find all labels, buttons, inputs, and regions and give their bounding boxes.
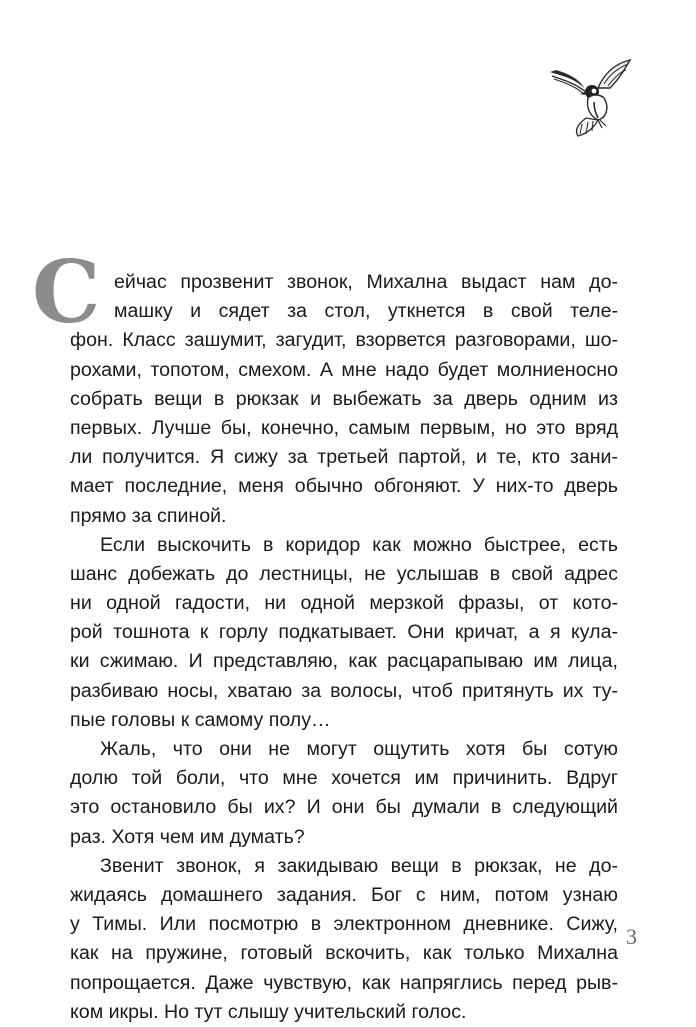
text-line: ейчас прозвенит звонок, Михална выдаст нам до- (114, 271, 618, 293)
text-line: Если выскочить в коридор как можно быстрее, есть (100, 533, 618, 556)
text-line: Звенит звонок, я закидываю вещи в рюкзак, не до- (100, 854, 618, 877)
text-line: ки сжимаю. И представляю, как расцарапываю им лица, (70, 650, 618, 673)
bird-icon (548, 58, 640, 138)
text-line: мает последние, меня обычно обгоняют. У них-то дверь (70, 475, 618, 498)
text-line: у Тимы. Или посмотрю в электронном дневнике. Сижу, (70, 913, 618, 936)
paragraph-2 (70, 531, 618, 735)
text-line: разбиваю носы, хватаю за волосы, чтоб притянуть их ту- (70, 679, 618, 702)
text-line: собрать вещи в рюкзак и выбежать за дверь одним из (70, 387, 618, 410)
text-line: жидаясь домашнего задания. Бог с ним, потом узнаю (70, 883, 618, 906)
drop-cap: С (32, 242, 101, 343)
text-line: Жаль, что они не могут ощутить хотя бы сотую (100, 738, 618, 760)
text-line: ком икры. Но тут слышу учительский голос. (70, 1000, 467, 1023)
text-line: попрощается. Даже чувствую, как напряглись перед рыв- (70, 971, 618, 994)
text-line: первых. Лучше бы, конечно, самым первым, но это вряд (70, 416, 618, 439)
text-line: машку и сядет за стол, уткнется в свой теле- (114, 300, 618, 323)
text-line: ни одной гадости, ни одной мерзкой фразы, от кото- (70, 592, 618, 615)
text-line: рохами, топотом, смехом. А мне надо будет молниеносно (70, 358, 618, 381)
text-line: пые головы к самому полу… (70, 708, 331, 731)
body-text (70, 268, 618, 1027)
text-line: раз. Хотя чем им думать? (70, 825, 305, 848)
paragraph-4 (70, 852, 618, 1027)
text-line: как на пружине, готовый вскочить, как только Михална (70, 942, 618, 965)
page-number: 3 (626, 924, 637, 949)
text-line: рой тошнота к горлу подкатывает. Они кричат, а я кула- (70, 621, 618, 644)
text-line: шанс добежать до лестницы, не услышав в свой адрес (70, 562, 618, 585)
paragraph-3 (70, 735, 618, 852)
text-line: прямо за спиной. (70, 504, 227, 527)
paragraph-1 (70, 268, 618, 531)
text-line: фон. Класс зашумит, загудит, взорвется разговорами, шо- (70, 329, 618, 352)
text-line: долю той боли, что мне хочется им причинить. Вдруг (70, 767, 618, 790)
text-line: это остановило бы их? И они бы думали в следующий (70, 796, 618, 819)
text-line: ли получится. Я сижу за третьей партой, и те, кто зани- (70, 446, 618, 469)
